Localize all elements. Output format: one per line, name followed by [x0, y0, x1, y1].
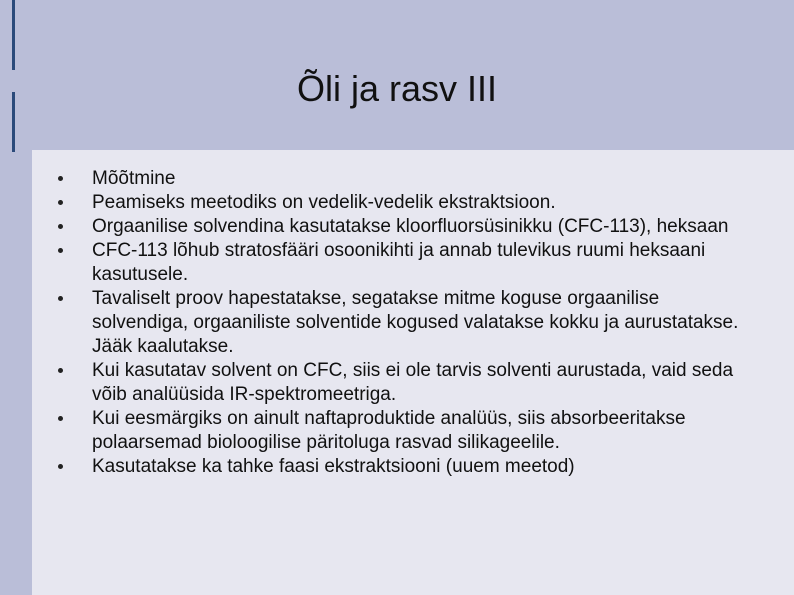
bullet-item: [58, 455, 758, 479]
bullet-dot-icon: [58, 296, 63, 301]
bullet-list: [58, 167, 758, 479]
bullet-item: [58, 359, 758, 407]
bullet-text: Mõõtmine: [92, 168, 176, 189]
bullet-text: Kui kasutatav solvent on CFC, siis ei ole tarvis solventi aurustada, vaid seda võib analüüsida IR-spektromeetriga.: [92, 360, 734, 405]
bullet-dot-icon: [58, 176, 63, 181]
bullet-dot-icon: [58, 464, 63, 469]
bullet-text: Kasutatakse ka tahke faasi ekstraktsiooni (uuem meetod): [92, 456, 575, 477]
bullet-item: [58, 215, 758, 239]
bullet-dot-icon: [58, 368, 63, 373]
bullet-dot-icon: [58, 416, 63, 421]
bullet-text: Tavaliselt proov hapestatakse, segatakse mitme koguse orgaanilise solvendiga, orgaaniliste solventide kogused valatakse kokku ja aurustatakse. Jääk kaalutakse.: [92, 288, 739, 357]
decorative-tab: [12, 0, 15, 70]
bullet-dot-icon: [58, 200, 63, 205]
bullet-dot-icon: [58, 224, 63, 229]
bullet-dot-icon: [58, 248, 63, 253]
bullet-item: [58, 407, 758, 455]
bullet-item: [58, 191, 758, 215]
bullet-item: [58, 167, 758, 191]
bullet-text: Orgaanilise solvendina kasutatakse kloorfluorsüsinikku (CFC-113), heksaan: [92, 216, 729, 237]
bullet-text: CFC-113 lõhub stratosfääri osoonikihti ja annab tulevikus ruumi heksaani kasutusele.: [92, 240, 706, 285]
bullet-item: [58, 287, 758, 359]
bullet-text: Peamiseks meetodiks on vedelik-vedelik ekstraktsioon.: [92, 192, 556, 213]
bullet-text: Kui eesmärgiks on ainult naftaproduktide analüüs, siis absorbeeritakse polaarsemad bioloogilise päritoluga rasvad silikageelile.: [92, 408, 686, 453]
slide-title: Õli ja rasv III: [296, 68, 498, 109]
bullet-item: [58, 239, 758, 287]
